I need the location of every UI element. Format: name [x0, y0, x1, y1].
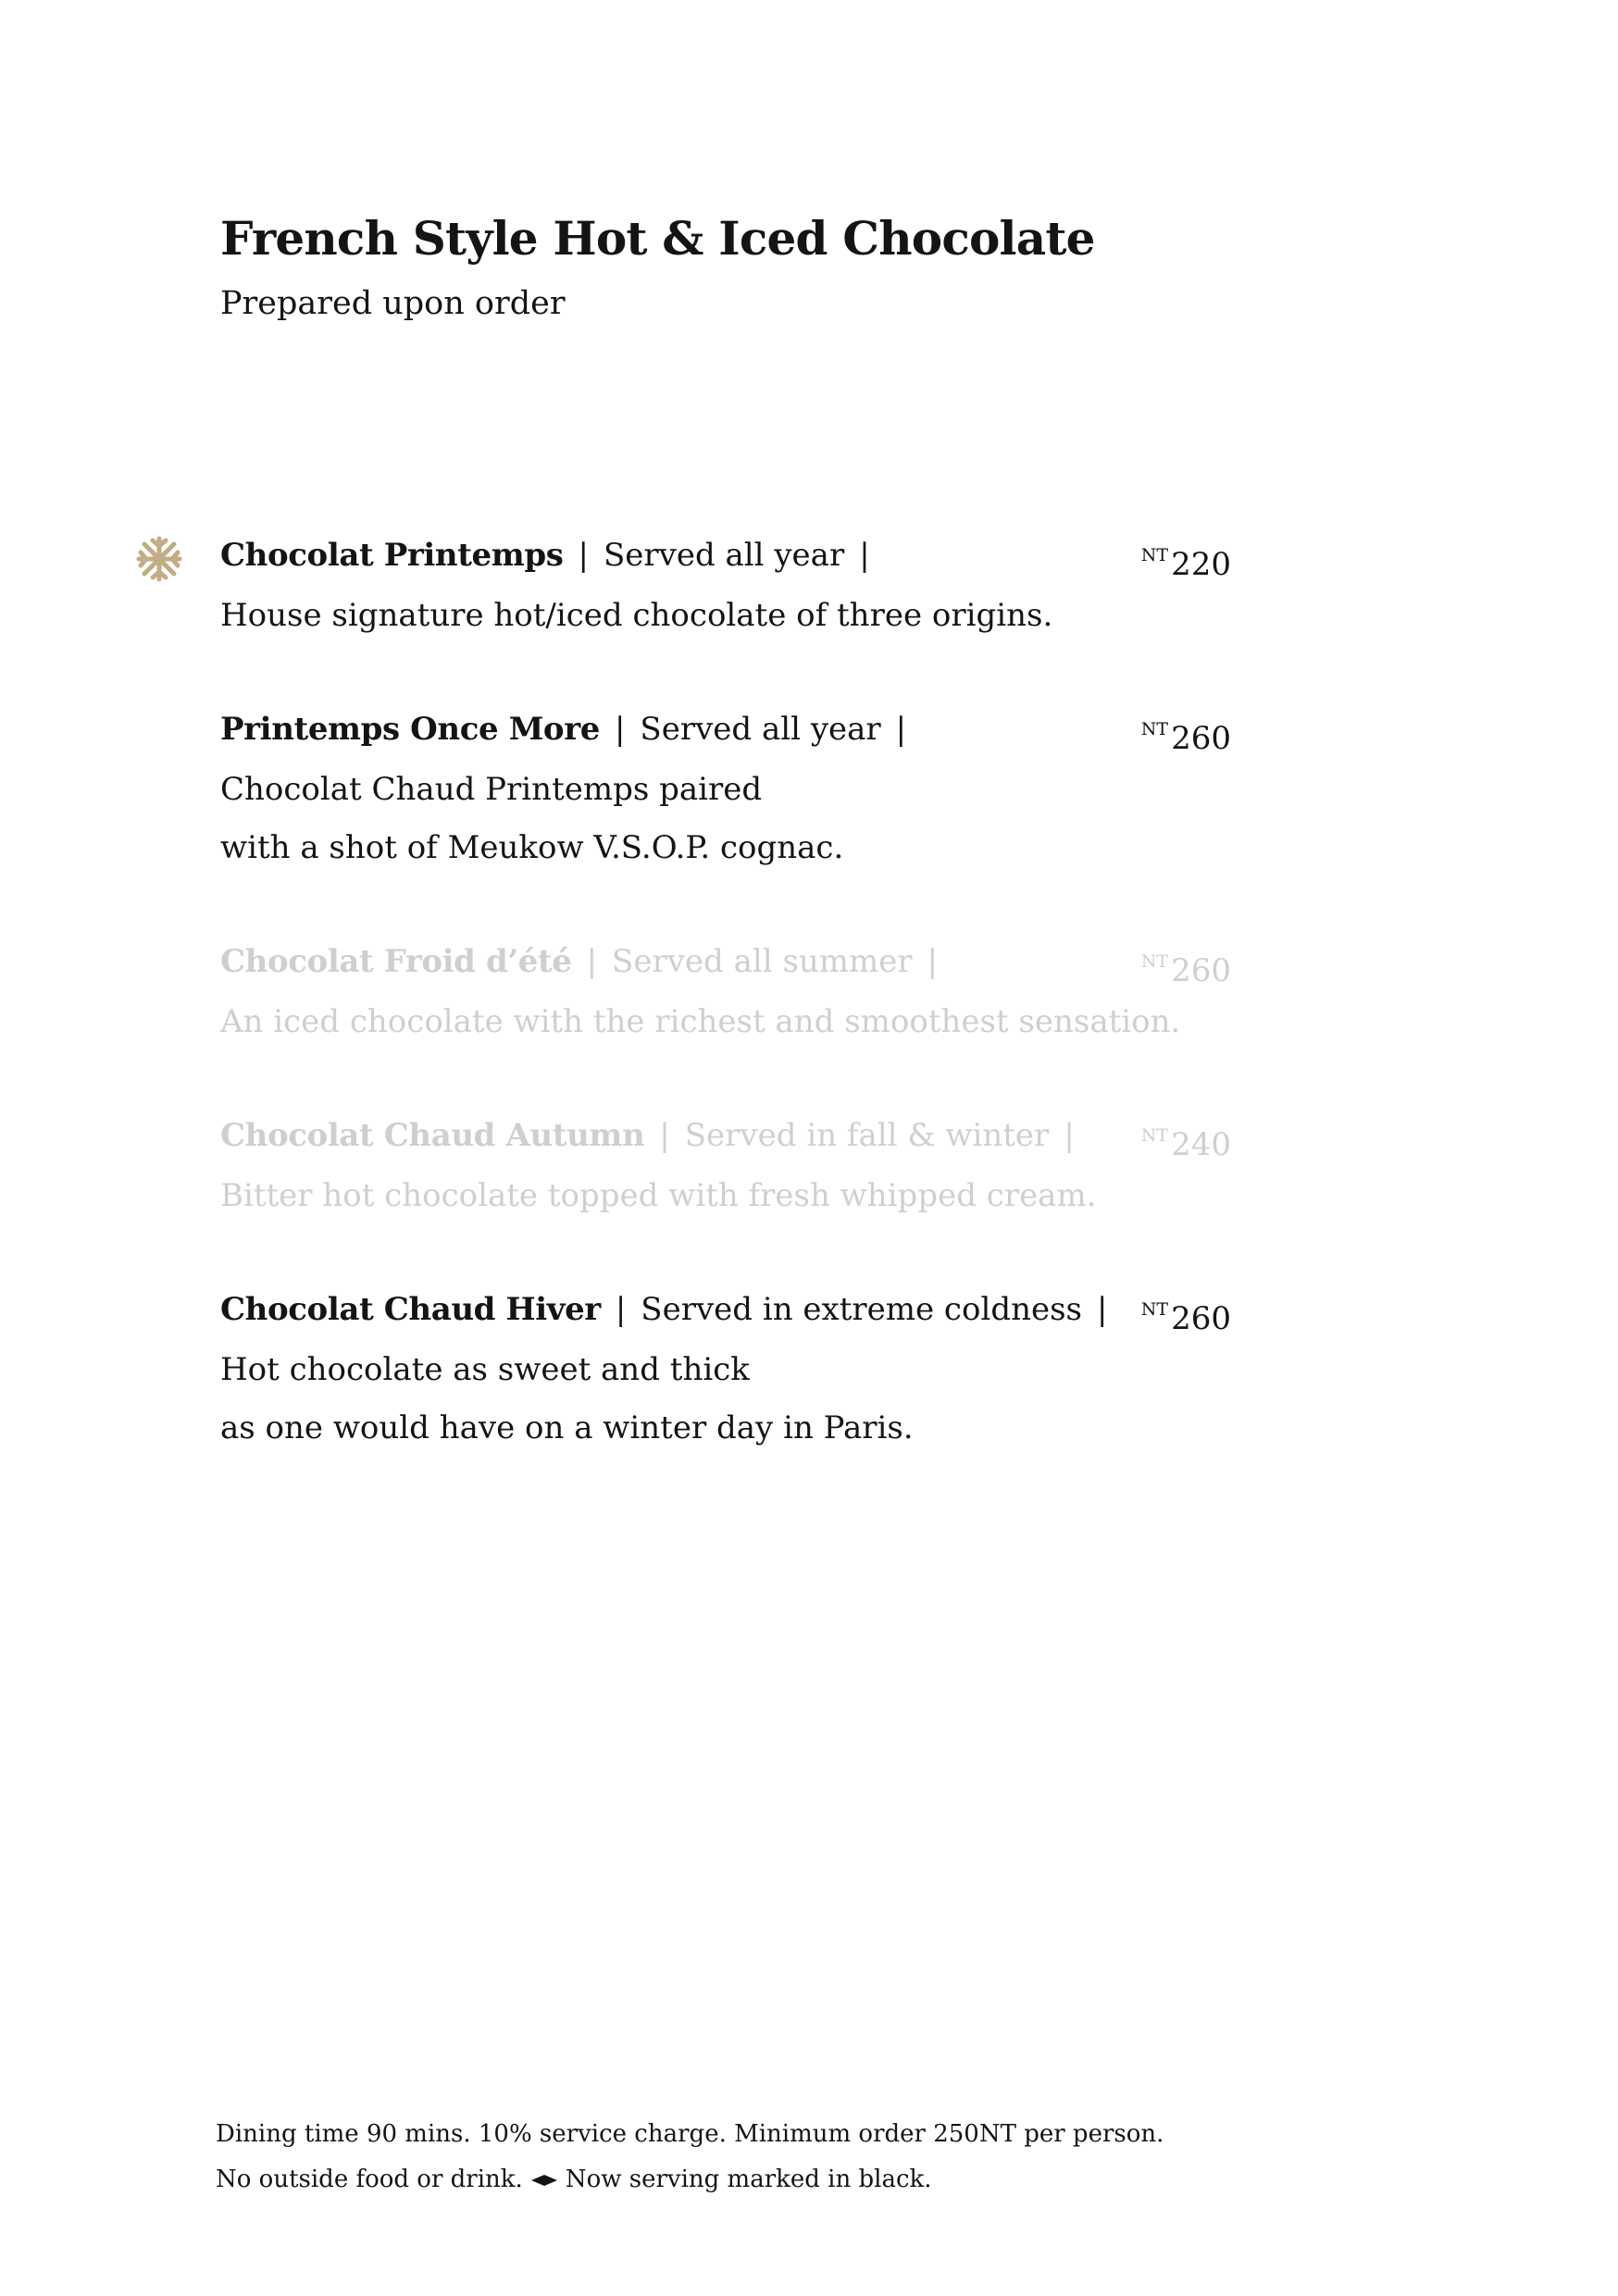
description-line: Chocolat Chaud Printemps paired	[220, 771, 763, 808]
description-line: as one would have on a winter day in Paris.	[220, 1409, 914, 1446]
item-name: Printemps Once More	[220, 711, 600, 748]
item-name: Chocolat Chaud Autumn	[220, 1117, 645, 1154]
price-value: 240	[1171, 1126, 1231, 1163]
item-description	[220, 587, 1231, 645]
item-price	[1141, 704, 1231, 763]
separator: |	[659, 1117, 670, 1154]
separator: |	[1064, 1117, 1075, 1154]
separator: |	[614, 711, 626, 748]
snowflake-icon	[135, 535, 183, 583]
item-header	[220, 1285, 1231, 1337]
currency-label: NT	[1140, 1125, 1169, 1146]
menu-item-chocolat-froid-dete	[220, 937, 1231, 1051]
description-line: House signature hot/iced chocolate of three origins.	[220, 597, 1053, 634]
item-name: Chocolat Chaud Hiver	[220, 1291, 601, 1328]
item-header	[220, 704, 1231, 757]
item-availability: Served in extreme coldness	[641, 1291, 1082, 1328]
currency-label: NT	[1140, 545, 1169, 565]
diamond-marker-icon	[530, 2174, 558, 2187]
separator: |	[586, 943, 598, 980]
footer-text: No outside food or drink.	[216, 2166, 523, 2193]
item-name: Chocolat Froid d’été	[220, 943, 572, 980]
currency-label: NT	[1140, 719, 1169, 739]
item-price	[1141, 937, 1231, 996]
item-description	[220, 993, 1231, 1051]
item-header	[220, 937, 1231, 987]
footer-line-legend	[216, 2157, 1164, 2203]
page-subtitle: Prepared upon order	[220, 285, 566, 322]
separator: |	[859, 537, 870, 574]
menu-item-chocolat-chaud-hiver	[220, 1285, 1231, 1458]
description-line: with a shot of Meukow V.S.O.P. cognac.	[220, 829, 844, 866]
footer-text: Now serving marked in black.	[565, 2166, 932, 2193]
currency-label: NT	[1140, 951, 1169, 972]
item-header	[220, 1111, 1231, 1163]
item-description	[220, 1341, 1231, 1458]
item-header	[220, 530, 1231, 583]
description-line: An iced chocolate with the richest and smoothest sensation.	[220, 1003, 1181, 1040]
item-price	[1141, 1111, 1231, 1170]
separator: |	[1097, 1291, 1108, 1328]
item-price	[1141, 1285, 1231, 1344]
menu-item-chocolat-printemps	[220, 530, 1231, 645]
footer-line-policy: Dining time 90 mins. 10% service charge. Minimum order 250NT per person.	[216, 2120, 1164, 2148]
description-line: Bitter hot chocolate topped with fresh whipped cream.	[220, 1177, 1097, 1214]
item-name: Chocolat Printemps	[220, 537, 564, 574]
item-availability: Served in fall & winter	[684, 1117, 1050, 1154]
menu-item-printemps-once-more	[220, 704, 1231, 877]
price-value: 260	[1171, 720, 1231, 757]
item-description	[220, 1167, 1231, 1225]
menu-item-chocolat-chaud-autumn	[220, 1111, 1231, 1225]
page-title: French Style Hot & Iced Chocolate	[220, 211, 1095, 266]
separator: |	[578, 537, 589, 574]
separator: |	[615, 1291, 627, 1328]
item-description	[220, 761, 1231, 877]
footer-notes	[216, 2112, 1164, 2203]
item-availability: Served all year	[603, 537, 845, 574]
separator: |	[895, 711, 907, 748]
currency-label: NT	[1140, 1299, 1169, 1320]
separator: |	[927, 943, 939, 980]
description-line: Hot chocolate as sweet and thick	[220, 1351, 750, 1388]
price-value: 220	[1171, 546, 1231, 583]
price-value: 260	[1171, 1300, 1231, 1337]
item-availability: Served all year	[640, 711, 881, 748]
item-availability: Served all summer	[612, 943, 913, 980]
item-price	[1141, 530, 1231, 590]
price-value: 260	[1171, 952, 1231, 989]
